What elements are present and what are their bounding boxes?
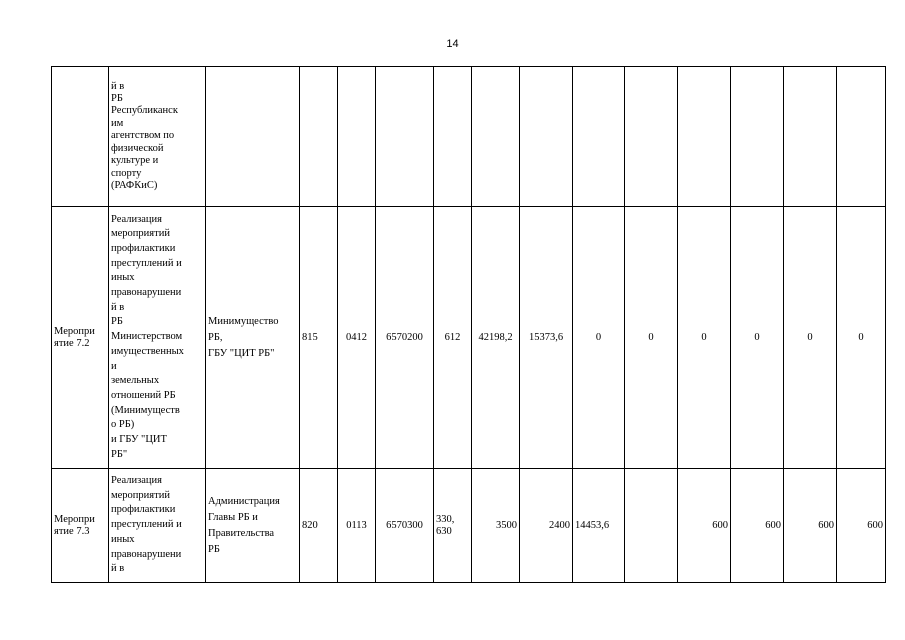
value-cell: 14453,6 [573, 469, 625, 583]
table-row [52, 207, 886, 469]
value-cell [300, 67, 338, 207]
table-row [52, 67, 886, 207]
value-cell [573, 67, 625, 207]
value-cell: 815 [300, 207, 338, 469]
page-number: 14 [446, 38, 459, 50]
value-cell: 600 [678, 469, 731, 583]
value-cell: 3500 [472, 469, 520, 583]
value-cell: 600 [837, 469, 886, 583]
value-cell: 0 [731, 207, 784, 469]
value-cell: 600 [731, 469, 784, 583]
value-cell: 612 [434, 207, 472, 469]
table-row [52, 469, 886, 583]
value-cell: 0 [784, 207, 837, 469]
executor-cell: Минимущество РБ, ГБУ "ЦИТ РБ" [206, 207, 300, 469]
value-cell: 6570300 [376, 469, 434, 583]
value-cell [625, 469, 678, 583]
value-cell: 820 [300, 469, 338, 583]
event-cell [52, 207, 109, 469]
value-cell [731, 67, 784, 207]
value-cell [678, 67, 731, 207]
value-cell [376, 67, 434, 207]
event-label: ятие 7.2 [54, 337, 90, 349]
event-label: Меропри [54, 325, 95, 337]
event-cell [52, 67, 109, 207]
value-cell: 0412 [338, 207, 376, 469]
event-cell [52, 469, 109, 583]
value-cell: 600 [784, 469, 837, 583]
value-cell [520, 67, 573, 207]
value-cell: 6570200 [376, 207, 434, 469]
value-cell: 2400 [520, 469, 573, 583]
value-cell [837, 67, 886, 207]
value-cell: 0 [625, 207, 678, 469]
value-cell: 330, 630 [434, 469, 472, 583]
description-cell: Реализация мероприятий профилактики преступлений и иных правонарушени й в РБ Министерством имущественных и земельных отношений РБ (Минимуществ о РБ) и ГБУ "ЦИТ РБ" [109, 207, 206, 469]
executor-cell [206, 67, 300, 207]
value-cell [784, 67, 837, 207]
value-cell: 0 [573, 207, 625, 469]
value-cell: 15373,6 [520, 207, 573, 469]
value-cell [434, 67, 472, 207]
value-cell: 42198,2 [472, 207, 520, 469]
description-cell: Реализация мероприятий профилактики преступлений и иных правонарушени й в [109, 469, 206, 583]
description-cell: й в РБ Республиканск им агентством по физической культуре и спорту (РАФКиС) [109, 67, 206, 207]
executor-cell: Администрация Главы РБ и Правительства РБ [206, 469, 300, 583]
value-cell [338, 67, 376, 207]
value-cell: 0 [678, 207, 731, 469]
value-cell [472, 67, 520, 207]
budget-table [51, 66, 886, 583]
event-label: ятие 7.3 [54, 525, 90, 537]
value-cell [625, 67, 678, 207]
value-cell: 0 [837, 207, 886, 469]
value-cell: 0113 [338, 469, 376, 583]
event-label: Меропри [54, 513, 95, 525]
